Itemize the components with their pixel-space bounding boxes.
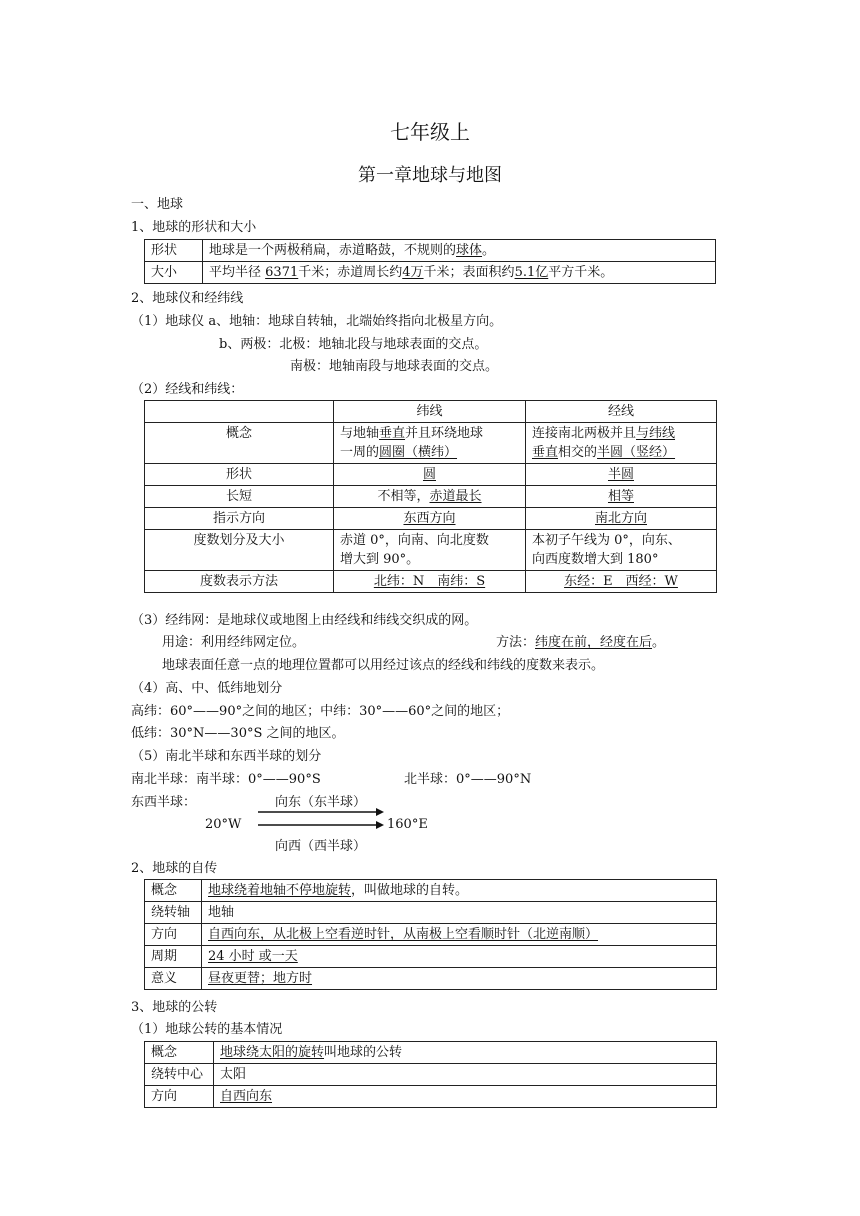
table-row xyxy=(145,902,717,924)
zones-heading: （4）高、中、低纬地划分 xyxy=(131,681,283,696)
cell: 半圆 xyxy=(526,464,717,486)
row-label: 形状 xyxy=(145,464,334,486)
row-label: 绕转轴 xyxy=(145,902,202,924)
row-label: 概念 xyxy=(145,880,202,902)
table-row xyxy=(145,1086,717,1108)
table-row xyxy=(145,880,717,902)
section-heading: 一、地球 xyxy=(131,197,184,212)
cell: 东经：E 西经：W xyxy=(526,571,717,593)
table-row xyxy=(145,262,716,284)
row-value: 太阳 xyxy=(214,1064,717,1086)
cell: 不相等，赤道最长 xyxy=(334,486,526,508)
table-row xyxy=(145,946,717,968)
west-hemisphere-label: 向西（西半球） xyxy=(275,839,367,854)
row-value: 地球是一个两极稍扁，赤道略鼓，不规则的球体。 xyxy=(203,240,716,262)
cell: 圆 xyxy=(334,464,526,486)
row-label: 度数表示方法 xyxy=(145,571,334,593)
row-label: 方向 xyxy=(145,1086,214,1108)
row-label: 绕转中心 xyxy=(145,1064,214,1086)
table-row xyxy=(145,401,717,423)
row-value: 24 小时 或一天 xyxy=(202,946,717,968)
table-row xyxy=(145,968,717,990)
table-row xyxy=(145,508,717,530)
cell: 本初子午线为 0°，向东、 向西度数增大到 180° xyxy=(526,530,717,571)
table-row xyxy=(145,240,716,262)
page-title: 七年级上 xyxy=(390,120,470,144)
hemisphere-arrows xyxy=(258,807,386,831)
cell: 东西方向 xyxy=(334,508,526,530)
table-row xyxy=(145,530,717,571)
globe-axis-text: （1）地球仪 a、地轴：地球自转轴，北端始终指向北极星方向。 xyxy=(131,314,503,329)
cell: 南北方向 xyxy=(526,508,717,530)
hemis-ew-label: 东西半球： xyxy=(131,795,197,810)
row-value: 自西向东，从北极上空看逆时针，从南极上空看顺时针（北逆南顺） xyxy=(202,924,717,946)
shape-size-table xyxy=(144,239,716,284)
cell: 连接南北两极并且与纬线 垂直相交的半圆（竖经） xyxy=(526,423,717,464)
zones-line: 高纬：60°——90°之间的地区；中纬：30°——60°之间的地区； xyxy=(131,704,510,719)
zones-line: 低纬：30°N——30°S 之间的地区。 xyxy=(131,726,345,741)
row-label: 度数划分及大小 xyxy=(145,530,334,571)
grid-use: 用途：利用经纬网定位。 xyxy=(162,635,306,650)
row-value: 地球绕太阳的旋转叫地球的公转 xyxy=(214,1042,717,1064)
table-row xyxy=(145,486,717,508)
row-label: 形状 xyxy=(145,240,203,262)
table-row xyxy=(145,423,717,464)
west-degree-label: 20°W xyxy=(205,817,242,832)
row-label: 周期 xyxy=(145,946,202,968)
row-label: 指示方向 xyxy=(145,508,334,530)
table-row xyxy=(145,1042,717,1064)
revolution-table xyxy=(144,1041,717,1108)
table-row xyxy=(145,924,717,946)
table-row xyxy=(145,571,717,593)
row-value: 自西向东 xyxy=(214,1086,717,1108)
subsection-heading: 2、地球仪和经纬线 xyxy=(131,291,244,306)
row-label: 概念 xyxy=(145,1042,214,1064)
globe-north-text: b、两极：北极：地轴北段与地球表面的交点。 xyxy=(219,337,488,352)
lat-lon-table xyxy=(144,400,717,593)
rotation-heading: 2、地球的自传 xyxy=(131,861,218,876)
row-value: 地球绕着地轴不停地旋转，叫做地球的自转。 xyxy=(202,880,717,902)
grid-definition: （3）经纬网：是地球仪或地图上由经线和纬线交织成的网。 xyxy=(131,613,478,628)
cell: 赤道 0°，向南、向北度数 增大到 90°。 xyxy=(334,530,526,571)
globe-south-text: 南极：地轴南段与地球表面的交点。 xyxy=(290,359,499,374)
east-degree-label: 160°E xyxy=(387,817,428,832)
row-value: 地轴 xyxy=(202,902,717,924)
row-label: 意义 xyxy=(145,968,202,990)
rotation-table xyxy=(144,879,717,990)
cell: 北纬：N 南纬：S xyxy=(334,571,526,593)
column-header: 纬线 xyxy=(334,401,526,423)
hemis-heading: （5）南北半球和东西半球的划分 xyxy=(131,749,322,764)
chapter-title: 第一章地球与地图 xyxy=(358,165,502,186)
hemis-ns: 北半球：0°——90°N xyxy=(404,772,532,787)
table-row xyxy=(145,464,717,486)
revolution-heading: 3、地球的公转 xyxy=(131,1000,218,1015)
row-label: 长短 xyxy=(145,486,334,508)
row-value: 昼夜更替；地方时 xyxy=(202,968,717,990)
grid-position: 地球表面任意一点的地理位置都可以用经过该点的经线和纬线的度数来表示。 xyxy=(162,658,605,673)
revolution-subheading: （1）地球公转的基本情况 xyxy=(131,1022,283,1037)
lines-heading: （2）经线和纬线： xyxy=(131,382,244,397)
row-value: 平均半径 6371千米；赤道周长约4万千米；表面积约5.1亿平方千米。 xyxy=(203,262,716,284)
cell: 与地轴垂直并且环绕地球 一周的圆圈（横纬） xyxy=(334,423,526,464)
row-label: 大小 xyxy=(145,262,203,284)
subsection-heading: 1、地球的形状和大小 xyxy=(131,220,257,235)
row-label: 方向 xyxy=(145,924,202,946)
hemis-ns: 南北半球：南半球：0°——90°S xyxy=(131,772,321,787)
row-label: 概念 xyxy=(145,423,334,464)
column-header: 经线 xyxy=(526,401,717,423)
east-hemisphere-label: 向东（东半球） xyxy=(275,795,367,810)
cell: 相等 xyxy=(526,486,717,508)
grid-method: 方法：纬度在前，经度在后。 xyxy=(496,635,666,650)
table-row xyxy=(145,1064,717,1086)
